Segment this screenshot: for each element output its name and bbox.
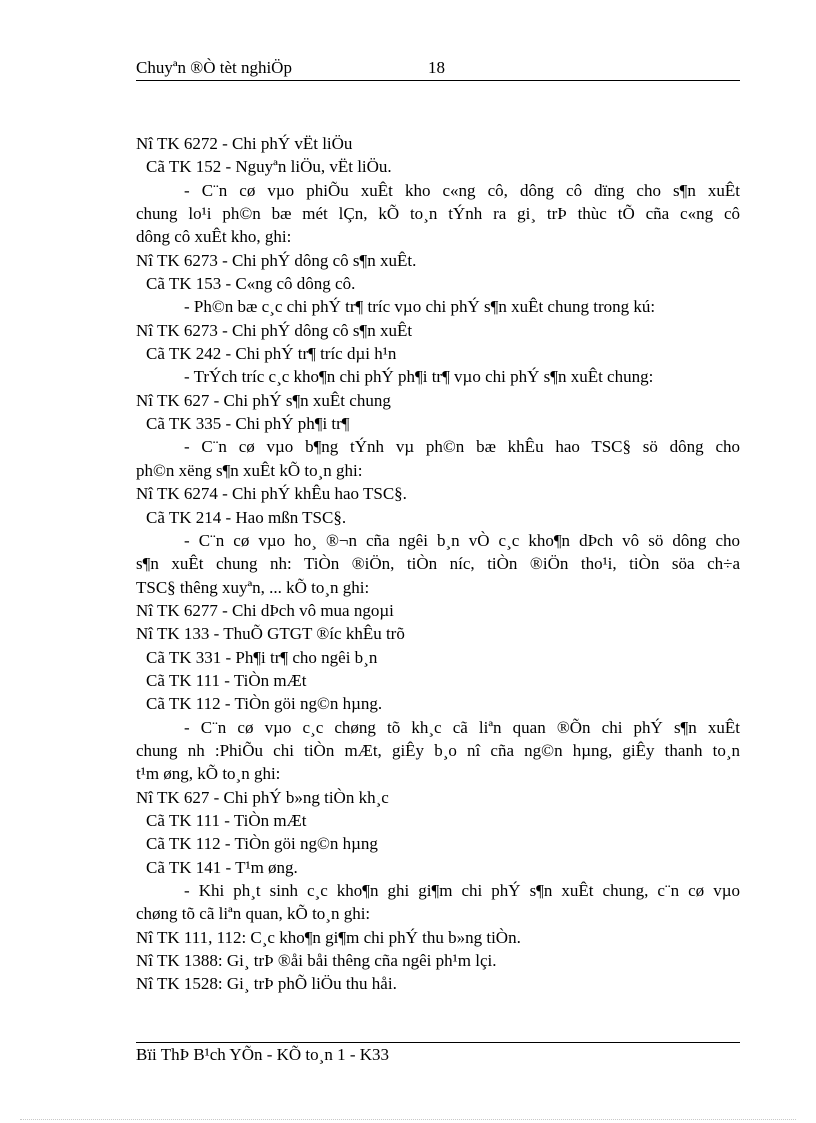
text-line: Nî TK 1528: Gi¸ trÞ phÕ liÖu thu håi. <box>136 974 397 994</box>
text-line: Cã TK 112 - TiÒn göi ng©n hµng <box>146 834 378 854</box>
text-line: Cã TK 153 - C«ng cô dông cô. <box>146 274 356 294</box>
text-line: - C¨n cø vµo b¶ng tÝnh vµ ph©n bæ khÊu hao TSC§ sö dông cho <box>184 437 740 457</box>
text-line: Cã TK 111 - TiÒn mÆt <box>146 670 307 690</box>
text-line: t¹m øng, kÕ to¸n ghi: <box>136 764 281 784</box>
text-line: Nî TK 133 - ThuÕ GTGT ®íc khÊu trõ <box>136 624 405 644</box>
text-line: Cã TK 112 - TiÒn göi ng©n hµng. <box>146 694 383 714</box>
page-number: 18 <box>428 58 445 77</box>
page-footer: Bïi ThÞ B¹ch YÕn - KÕ to¸n 1 - K33 <box>136 1045 390 1064</box>
text-line: Cã TK 242 - Chi phÝ tr¶ tríc dµi h¹n <box>146 344 397 364</box>
text-line: dông cô xuÊt kho, ghi: <box>136 227 292 247</box>
text-line: Cã TK 141 - T¹m øng. <box>146 857 298 877</box>
text-line: chung nh :PhiÕu chi tiÒn mÆt, giÊy b¸o nî cña ng©n hµng, giÊy thanh to¸n <box>136 740 740 760</box>
text-line: TSC§ thêng xuyªn, ... kÕ to¸n ghi: <box>136 577 370 597</box>
text-line: s¶n xuÊt chung nh: TiÒn ®iÖn, tiÒn níc, tiÒn ®iÖn tho¹i, tiÒn söa ch÷a <box>136 554 740 574</box>
text-line: Cã TK 152 - Nguyªn liÖu, vËt liÖu. <box>146 157 392 177</box>
page-bottom-border <box>20 1119 796 1120</box>
text-line: Nî TK 6273 - Chi phÝ dông cô s¶n xuÊt <box>136 320 413 340</box>
text-line: Nî TK 6272 - Chi phÝ vËt liÖu <box>136 134 353 153</box>
text-line: Cã TK 331 - Ph¶i tr¶ cho ngêi b¸n <box>146 647 378 667</box>
text-line: Nî TK 627 - Chi phÝ b»ng tiÒn kh¸c <box>136 787 389 807</box>
text-line: Nî TK 1388: Gi¸ trÞ ®åi båi thêng cña ngêi ph¹m lçi. <box>136 951 497 971</box>
text-line: Nî TK 627 - Chi phÝ s¶n xuÊt chung <box>136 390 391 410</box>
document-body <box>136 132 740 996</box>
text-line: ph©n xëng s¶n xuÊt kÕ to¸n ghi: <box>136 460 363 480</box>
text-line: Cã TK 111 - TiÒn mÆt <box>146 810 307 830</box>
text-line: - Ph©n bæ c¸c chi phÝ tr¶ tríc vµo chi phÝ s¶n xuÊt chung trong kú: <box>184 297 656 317</box>
text-line: Nî TK 6274 - Chi phÝ khÊu hao TSC§. <box>136 484 407 504</box>
footer-divider <box>136 1042 740 1043</box>
text-line: chøng tõ cã liªn quan, kÕ to¸n ghi: <box>136 904 371 924</box>
text-line: Cã TK 214 - Hao mßn TSC§. <box>146 507 347 527</box>
text-line: - Khi ph¸t sinh c¸c kho¶n ghi gi¶m chi phÝ s¶n xuÊt chung, c¨n cø vµo <box>184 881 740 900</box>
text-line: - C¨n cø vµo c¸c chøng tõ kh¸c cã liªn quan ®Õn chi phÝ s¶n xuÊt <box>184 717 740 737</box>
text-line: - TrÝch tríc c¸c kho¶n chi phÝ ph¶i tr¶ vµo chi phÝ s¶n xuÊt chung: <box>184 367 654 387</box>
text-line: Nî TK 6273 - Chi phÝ dông cô s¶n xuÊt. <box>136 250 417 270</box>
text-line: - C¨n cø vµo phiÕu xuÊt kho c«ng cô, dông cô dïng cho s¶n xuÊt <box>184 180 740 200</box>
text-line: - C¨n cø vµo ho¸ ®¬n cña ngêi b¸n vÒ c¸c kho¶n dÞch vô sö dông cho <box>184 530 740 550</box>
text-line: chung lo¹i ph©n bæ mét lÇn, kÕ to¸n tÝnh ra gi¸ trÞ thùc tÕ cña c«ng cô <box>136 204 740 224</box>
text-line: Nî TK 111, 112: C¸c kho¶n gi¶m chi phÝ thu b»ng tiÒn. <box>136 927 521 947</box>
text-line: Nî TK 6277 - Chi dÞch vô mua ngoµi <box>136 600 394 620</box>
text-line: Cã TK 335 - Chi phÝ ph¶i tr¶ <box>146 414 350 434</box>
page-header <box>136 58 740 81</box>
header-title: Chuyªn ®Ò tèt nghiÖp <box>136 58 292 77</box>
